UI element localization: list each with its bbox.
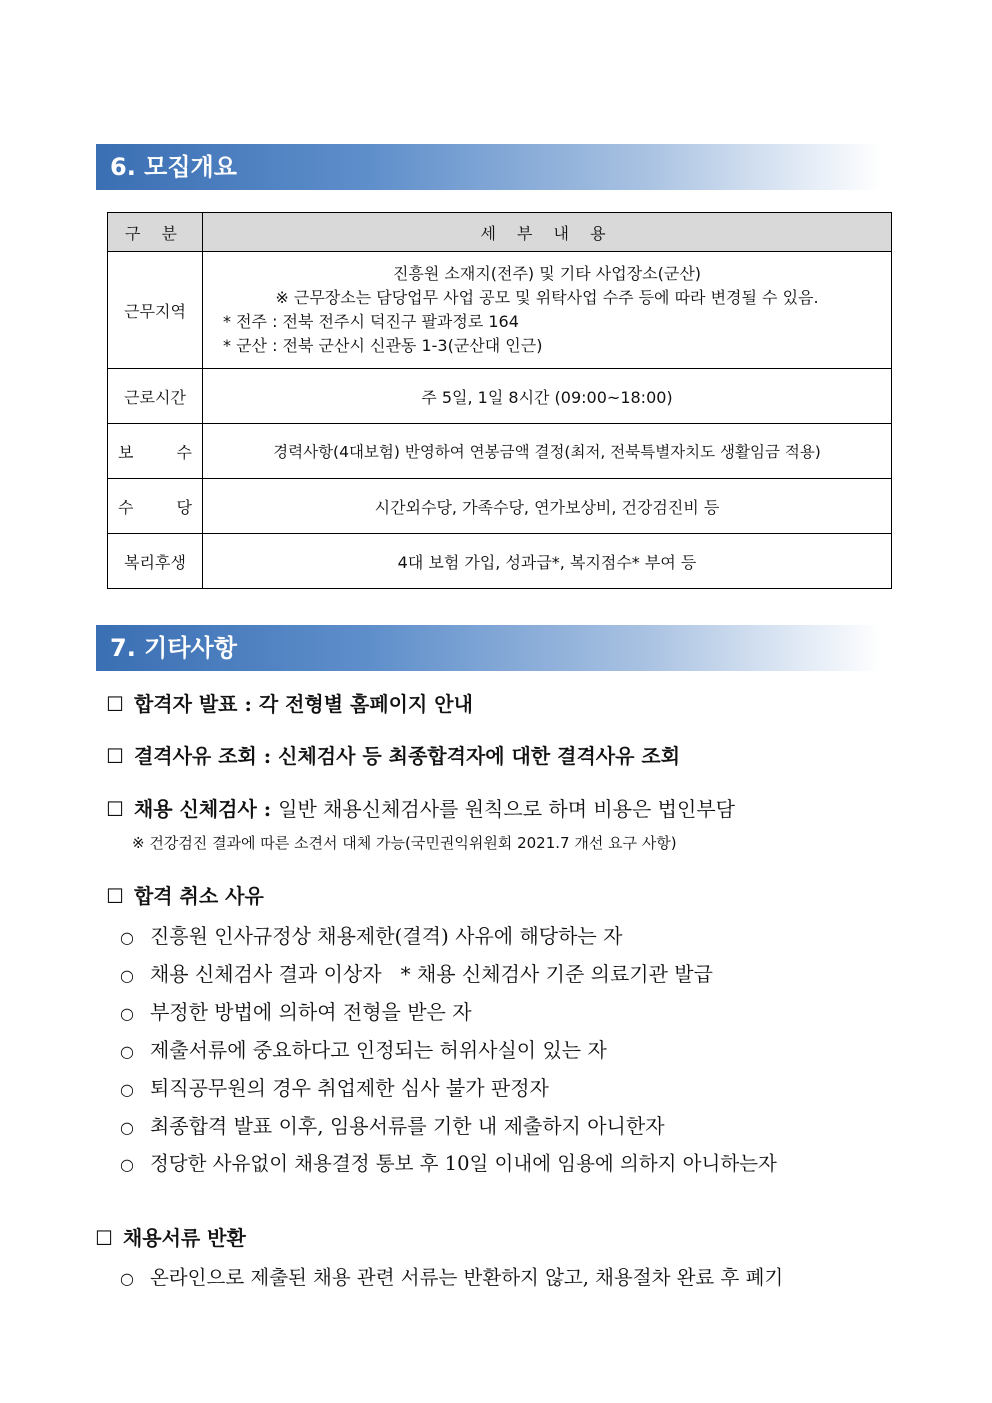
work-location-jeonju: * 전주 : 전북 전주시 덕진구 팔과정로 164	[223, 312, 519, 331]
section-6-header	[96, 144, 882, 190]
header-details: 세 부 내 용	[203, 213, 892, 252]
work-location-note: ※ 근무장소는 담당업무 사업 공모 및 위탁사업 수주 등에 따라 변경될 수 있음.	[275, 288, 819, 307]
label-char: 보	[118, 442, 134, 462]
row-detail: 4대 보험 가입, 성과급*, 복지점수* 부여 등	[203, 534, 892, 589]
row-label: 근무지역	[108, 252, 203, 369]
return-docs-heading	[95, 1222, 246, 1251]
physical-exam-note: ※ 건강검진 결과에 따른 소견서 대체 가능(국민권익위원회 2021.7 개선 요구 사항)	[132, 834, 677, 852]
list-item	[120, 1262, 783, 1290]
row-label	[108, 479, 203, 534]
list-item	[120, 1110, 665, 1139]
disqualification-label: 결격사유 조회	[133, 744, 257, 768]
row-label: 복리후생	[108, 534, 203, 589]
physical-exam-label: 채용 신체검사	[133, 797, 257, 821]
row-detail	[203, 252, 892, 369]
list-item	[120, 920, 622, 949]
separator: :	[237, 692, 259, 716]
announcement-label: 합격자 발표	[133, 692, 238, 716]
row-label: 근로시간	[108, 369, 203, 424]
physical-exam-item	[106, 793, 735, 822]
row-label	[108, 424, 203, 479]
list-item-text: 온라인으로 제출된 채용 관련 서류는 반환하지 않고, 채용절차 완료 후 폐기	[149, 1266, 784, 1289]
checkbox-icon: ☐	[106, 797, 124, 821]
label-char: 당	[176, 497, 192, 517]
bullet-icon: ○	[120, 1118, 134, 1137]
checkbox-icon: ☐	[106, 744, 124, 768]
row-detail: 경력사항(4대보험) 반영하여 연봉금액 결정(최저, 전북특별자치도 생활임금 적용)	[203, 424, 892, 479]
cancellation-heading	[106, 880, 264, 909]
list-item-text: 정당한 사유없이 채용결정 통보 후 10일 이내에 임용에 의하지 아니하는자	[149, 1152, 777, 1175]
table-row	[108, 424, 892, 479]
checkbox-icon: ☐	[106, 692, 124, 716]
table-header-row	[108, 213, 892, 252]
section-6-title: 6. 모집개요	[110, 153, 237, 181]
cancellation-label: 합격 취소 사유	[133, 884, 264, 908]
checkbox-icon: ☐	[95, 1226, 113, 1250]
work-location-main: 진흥원 소재지(전주) 및 기타 사업장소(군산)	[392, 264, 702, 283]
bullet-icon: ○	[120, 928, 134, 947]
list-item-text: 진흥원 인사규정상 채용제한(결격) 사유에 해당하는 자	[149, 924, 623, 948]
section-7-header	[96, 625, 882, 671]
list-item	[120, 996, 472, 1025]
disqualification-item	[106, 740, 680, 769]
list-item	[120, 958, 713, 987]
checkbox-icon: ☐	[106, 884, 124, 908]
section-7-title: 7. 기타사항	[110, 634, 237, 662]
list-item-text: 부정한 방법에 의하여 전형을 받은 자	[149, 1000, 472, 1024]
row-detail: 주 5일, 1일 8시간 (09:00~18:00)	[203, 369, 892, 424]
work-location-gunsan: * 군산 : 전북 군산시 신관동 1-3(군산대 인근)	[223, 336, 543, 355]
table-row	[108, 479, 892, 534]
list-item-text: 채용 신체검사 결과 이상자 * 채용 신체검사 기준 의료기관 발급	[149, 962, 713, 986]
bullet-icon: ○	[120, 966, 134, 985]
list-item-text: 퇴직공무원의 경우 취업제한 심사 불가 판정자	[149, 1076, 549, 1100]
announcement-text: 각 전형별 홈페이지 안내	[258, 692, 473, 716]
bullet-icon: ○	[120, 1004, 134, 1023]
row-detail: 시간외수당, 가족수당, 연가보상비, 건강검진비 등	[203, 479, 892, 534]
announcement-item	[106, 688, 473, 717]
list-item-text: 제출서류에 중요하다고 인정되는 허위사실이 있는 자	[149, 1038, 607, 1062]
bullet-icon: ○	[120, 1080, 134, 1099]
list-item-text: 최종합격 발표 이후, 임용서류를 기한 내 제출하지 아니한자	[149, 1114, 665, 1138]
label-char: 수	[176, 442, 192, 462]
label-char: 수	[118, 497, 134, 517]
physical-exam-text: 일반 채용신체검사를 원칙으로 하며 비용은 법인부담	[278, 797, 735, 821]
bullet-icon: ○	[120, 1042, 134, 1061]
table-row	[108, 252, 892, 369]
bullet-icon: ○	[120, 1155, 134, 1174]
table-row	[108, 369, 892, 424]
separator: :	[256, 797, 279, 821]
disqualification-text: 신체검사 등 최종합격자에 대한 결격사유 조회	[278, 744, 681, 768]
list-item	[120, 1034, 607, 1063]
separator: :	[256, 744, 279, 768]
table-row	[108, 534, 892, 589]
return-docs-label: 채용서류 반환	[122, 1226, 246, 1250]
bullet-icon: ○	[120, 1269, 134, 1288]
recruitment-overview-table	[107, 212, 892, 589]
list-item	[120, 1072, 549, 1101]
list-item	[120, 1148, 777, 1176]
header-category: 구 분	[108, 213, 203, 252]
